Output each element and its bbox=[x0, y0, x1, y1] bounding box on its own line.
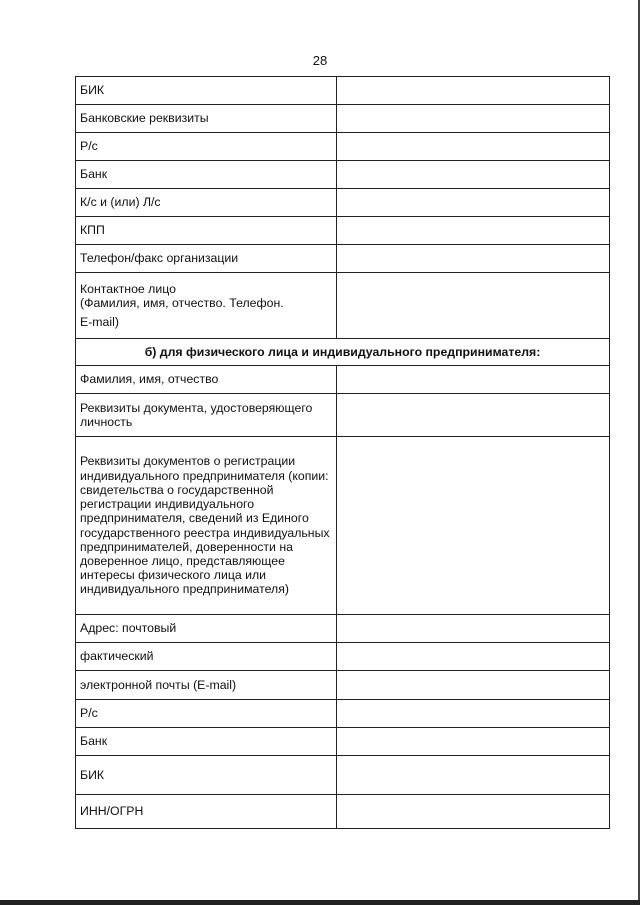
row-label-bank: Банк bbox=[76, 161, 337, 189]
row-value-bank-details[interactable] bbox=[337, 105, 610, 133]
row-label-bank-2: Банк bbox=[76, 728, 337, 756]
row-value-email[interactable] bbox=[337, 671, 610, 700]
row-label-account-2: Р/с bbox=[76, 700, 337, 728]
row-value-phone-fax[interactable] bbox=[337, 245, 610, 273]
row-value-id-document[interactable] bbox=[337, 394, 610, 437]
scan-edge-bottom bbox=[0, 900, 640, 905]
row-label-id-document: Реквизиты документа, удостоверяющего личность bbox=[76, 394, 337, 437]
table-row bbox=[76, 133, 610, 161]
table-row bbox=[76, 756, 610, 795]
row-value-kpp[interactable] bbox=[337, 217, 610, 245]
contact-line-1: Контактное лицо bbox=[80, 282, 176, 297]
row-label-postal-address: Адрес: почтовый bbox=[76, 615, 337, 643]
row-label-full-name: Фамилия, имя, отчество bbox=[76, 366, 337, 394]
table-row bbox=[76, 795, 610, 829]
table-row bbox=[76, 366, 610, 394]
contact-line-3: E-mail) bbox=[80, 314, 119, 329]
table-row bbox=[76, 161, 610, 189]
row-value-bank-2[interactable] bbox=[337, 728, 610, 756]
table-row bbox=[76, 700, 610, 728]
row-value-postal-address[interactable] bbox=[337, 615, 610, 643]
table-row bbox=[76, 339, 610, 366]
row-value-bik-2[interactable] bbox=[337, 756, 610, 795]
row-value-account-2[interactable] bbox=[337, 700, 610, 728]
table-row bbox=[76, 77, 610, 105]
row-label-inn-ogrn: ИНН/ОГРН bbox=[76, 795, 337, 829]
table-row bbox=[76, 273, 610, 339]
row-label-bank-details: Банковские реквизиты bbox=[76, 105, 337, 133]
row-label-registration-docs: Реквизиты документов о регистрации индивидуального предпринимателя (копии: свидетельства о государственной регистрации индивидуального предпринимателя, сведений из Единого государственного реестра индивидуальных предпринимателей, доверенности на доверенное лицо, представляющее интересы физического лица или индивидуального предпринимателя) bbox=[76, 437, 337, 615]
row-label-contact-person bbox=[76, 273, 337, 339]
row-label-corr-account: К/с и (или) Л/с bbox=[76, 189, 337, 217]
row-value-full-name[interactable] bbox=[337, 366, 610, 394]
row-label-bik-2: БИК bbox=[76, 756, 337, 795]
row-label-kpp: КПП bbox=[76, 217, 337, 245]
row-label-phone-fax: Телефон/факс организации bbox=[76, 245, 337, 273]
row-value-registration-docs[interactable] bbox=[337, 437, 610, 615]
contact-line-2: (Фамилия, имя, отчество. Телефон. bbox=[80, 296, 284, 311]
row-value-inn-ogrn[interactable] bbox=[337, 795, 610, 829]
table-row bbox=[76, 217, 610, 245]
table-row bbox=[76, 394, 610, 437]
row-value-bik[interactable] bbox=[337, 77, 610, 105]
row-label-actual-address: фактический bbox=[76, 643, 337, 671]
requisites-table bbox=[75, 76, 610, 829]
row-label-bik: БИК bbox=[76, 77, 337, 105]
row-value-actual-address[interactable] bbox=[337, 643, 610, 671]
section-heading-individual: б) для физического лица и индивидуального предпринимателя: bbox=[76, 339, 610, 366]
table-row bbox=[76, 105, 610, 133]
row-value-contact-person[interactable] bbox=[337, 273, 610, 339]
row-value-account[interactable] bbox=[337, 133, 610, 161]
row-label-account: Р/с bbox=[76, 133, 337, 161]
table-row bbox=[76, 437, 610, 615]
row-label-email: электронной почты (E-mail) bbox=[76, 671, 337, 700]
row-value-bank[interactable] bbox=[337, 161, 610, 189]
table-row bbox=[76, 615, 610, 643]
table-row bbox=[76, 643, 610, 671]
table-row bbox=[76, 671, 610, 700]
table-row bbox=[76, 728, 610, 756]
row-value-corr-account[interactable] bbox=[337, 189, 610, 217]
table-row bbox=[76, 189, 610, 217]
table-row bbox=[76, 245, 610, 273]
page-number: 28 bbox=[312, 53, 328, 68]
